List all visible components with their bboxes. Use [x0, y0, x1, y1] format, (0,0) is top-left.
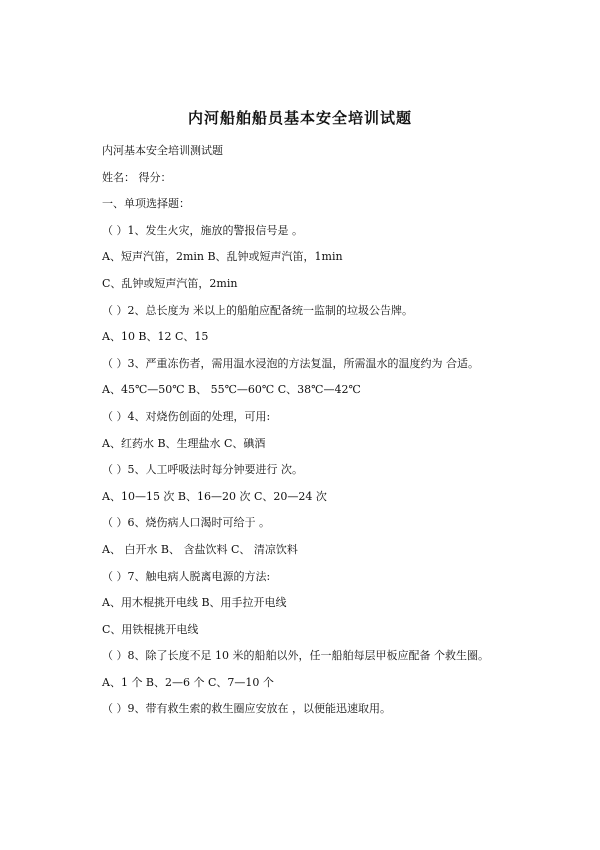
question-list [102, 143, 562, 728]
question-line: （ ）6、烧伤病人口渴时可给于 。 [102, 516, 270, 530]
section-heading: 一、单项选择题： [102, 197, 190, 211]
option-line: C、用铁棍挑开电线 [102, 622, 199, 636]
question-line: （ ）8、除了长度不足 10 米的船舶以外，任一船舶每层甲板应配备 个救生圈。 [102, 649, 489, 663]
document-title: 内河船舶船员基本安全培训试题 [187, 109, 412, 127]
option-line: C、乱钟或短声汽笛，2min [102, 276, 238, 290]
question-line: （ ）1、发生火灾，施放的警报信号是 。 [102, 223, 303, 237]
option-line: A、1 个 B、2—6 个 C、7—10 个 [102, 675, 274, 689]
subtitle-line: 内河基本安全培训测试题 [102, 144, 223, 157]
option-line: A、10—15 次 B、16—20 次 C、20—24 次 [102, 489, 327, 503]
option-line: A、10 B、12 C、15 [102, 330, 209, 344]
question-line: （ ）5、人工呼吸法时每分钟要进行 次。 [102, 463, 303, 477]
name-score-line: 姓名： 得分： [102, 170, 172, 184]
option-line: A、短声汽笛，2min B、乱钟或短声汽笛，1min [102, 250, 343, 264]
question-line: （ ）9、带有救生索的救生圈应安放在 ，以便能迅速取用。 [102, 702, 391, 716]
question-line: （ ）4、对烧伤创面的处理，可用: [102, 409, 271, 423]
option-line: A、 白开水 B、 含盐饮料 C、 清凉饮料 [102, 542, 298, 556]
option-line: A、45℃—50℃ B、 55℃—60℃ C、38℃—42℃ [102, 383, 361, 397]
option-line: A、红药水 B、生理盐水 C、碘酒 [102, 436, 266, 450]
question-line: （ ）2、总长度为 米以上的船舶应配备统一监制的垃圾公告牌。 [102, 303, 413, 317]
question-line: （ ）7、触电病人脱离电源的方法: [102, 569, 271, 583]
option-line: A、用木棍挑开电线 B、用手拉开电线 [102, 596, 287, 610]
question-line: （ ）3、严重冻伤者，需用温水浸泡的方法复温，所需温水的温度约为 合适。 [102, 356, 479, 370]
